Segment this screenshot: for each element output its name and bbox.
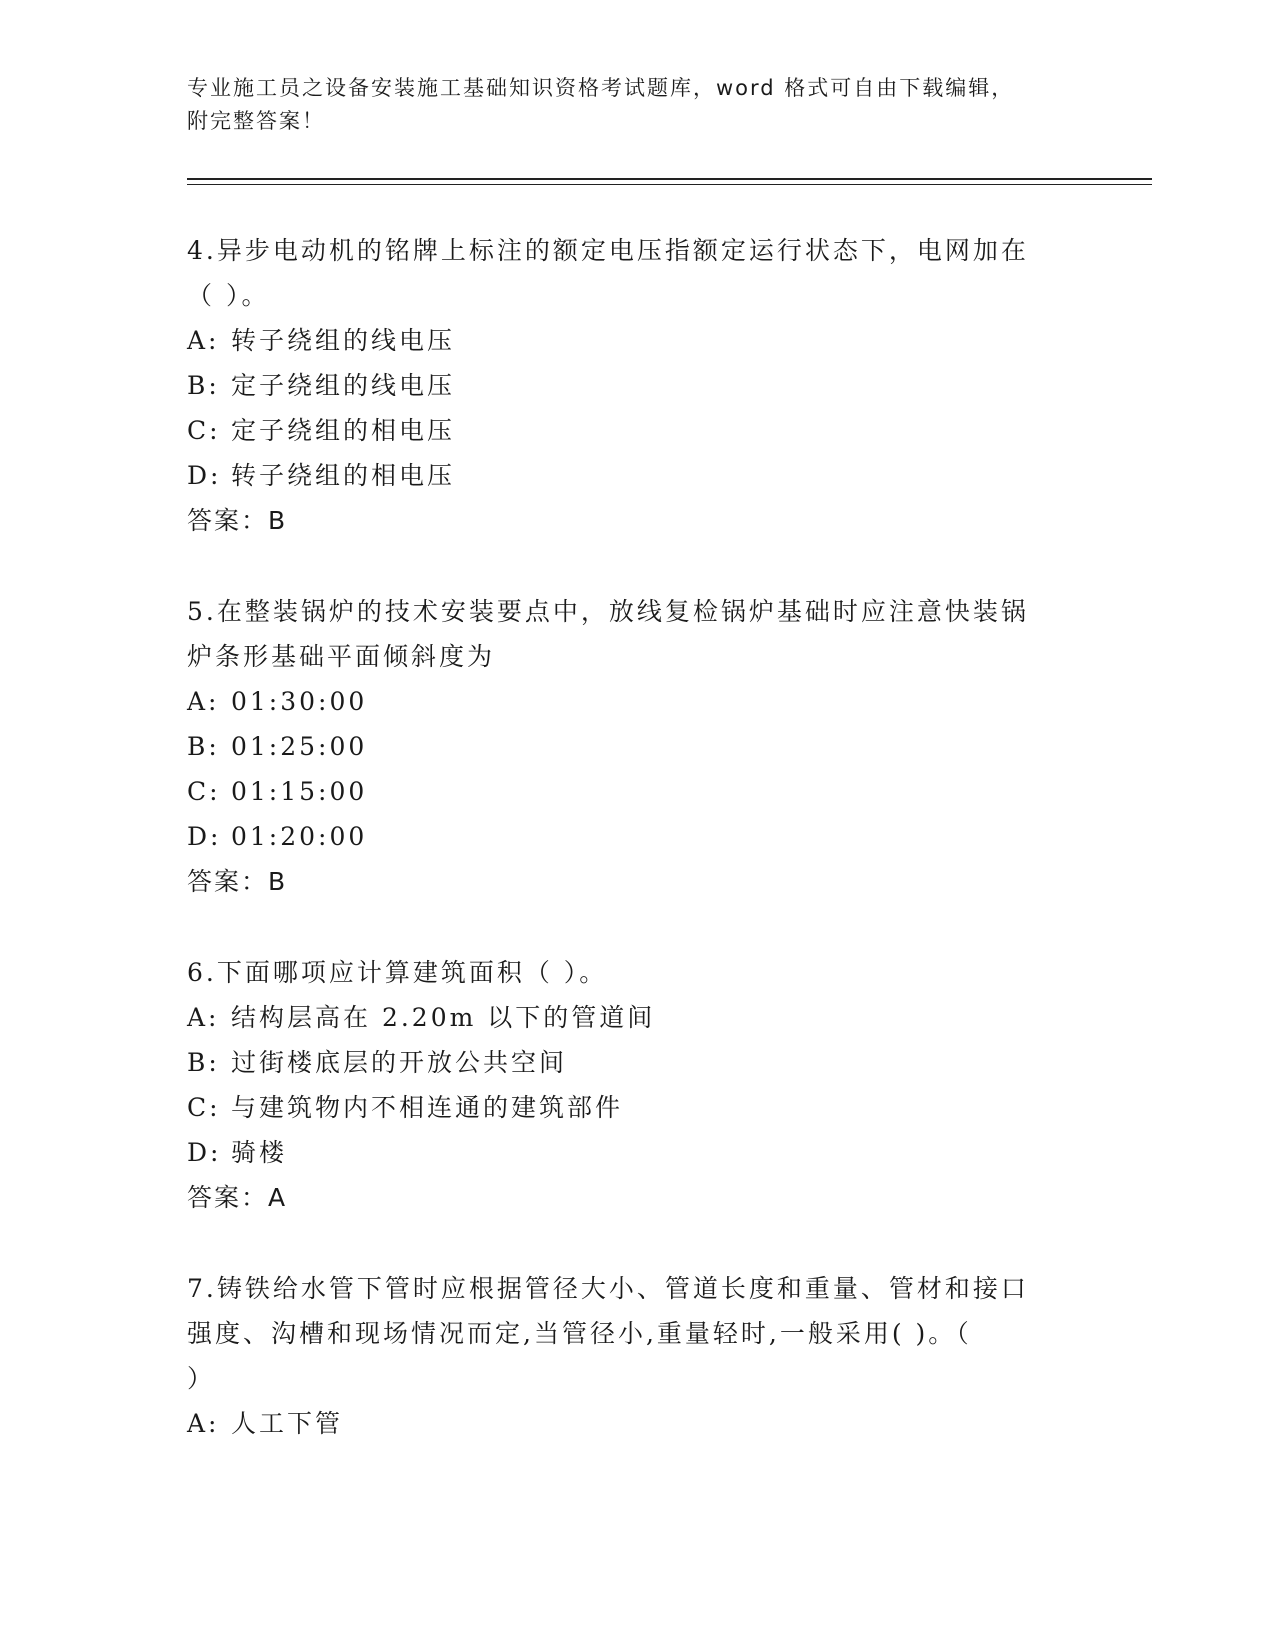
option-b	[187, 724, 1087, 769]
answer: 答案：A	[187, 1183, 288, 1212]
question-text: 4.异步电动机的铭牌上标注的额定电压指额定运行状态下，电网加在	[187, 236, 1029, 265]
option-text: 定子绕组的线电压	[231, 371, 456, 400]
question-text: 5.在整装锅炉的技术安装要点中，放线复检锅炉基础时应注意快装锅	[187, 597, 1029, 626]
header-divider-thin	[187, 184, 1152, 185]
option-text: 定子绕组的相电压	[231, 416, 456, 445]
question-text: 强度、沟槽和现场情况而定,当管径小,重量轻时,一般采用( )。（	[187, 1319, 972, 1348]
document-header	[187, 72, 1067, 138]
question-text: （ ）。	[187, 281, 270, 310]
header-divider-thick	[187, 178, 1152, 180]
option-a	[187, 1401, 1087, 1446]
option-a	[187, 318, 1087, 363]
option-label: A:	[187, 687, 220, 716]
question-6	[187, 950, 1087, 1220]
option-label: D:	[187, 1138, 222, 1167]
option-text: 与建筑物内不相连通的建筑部件	[231, 1093, 624, 1122]
option-label: A:	[187, 1409, 220, 1438]
option-a	[187, 995, 1087, 1040]
option-text: 01:20:00	[231, 822, 368, 851]
option-label: B:	[187, 732, 220, 761]
question-text: 6.下面哪项应计算建筑面积（ ）。	[187, 958, 608, 987]
option-label: C:	[187, 777, 221, 806]
option-label: A:	[187, 326, 220, 355]
option-text: 01:30:00	[231, 687, 368, 716]
option-c	[187, 1085, 1087, 1130]
option-d	[187, 1130, 1087, 1175]
option-a	[187, 679, 1087, 724]
option-text: 人工下管	[231, 1409, 344, 1438]
option-label: C:	[187, 1093, 221, 1122]
question-text: 炉条形基础平面倾斜度为	[187, 642, 496, 671]
option-c	[187, 408, 1087, 453]
question-text: ）	[187, 1364, 216, 1393]
header-line-2: 附完整答案！	[187, 109, 325, 133]
option-label: C:	[187, 416, 221, 445]
option-text: 01:15:00	[231, 777, 368, 806]
option-text: 结构层高在 2.20m 以下的管道间	[231, 1003, 656, 1032]
option-label: D:	[187, 461, 222, 490]
option-label: B:	[187, 371, 220, 400]
option-c	[187, 769, 1087, 814]
option-b	[187, 363, 1087, 408]
option-text: 01:25:00	[231, 732, 368, 761]
question-5	[187, 589, 1087, 904]
question-4	[187, 228, 1087, 543]
option-d	[187, 814, 1087, 859]
option-label: B:	[187, 1048, 220, 1077]
question-list	[187, 228, 1087, 1492]
question-7	[187, 1266, 1087, 1446]
option-text: 骑楼	[231, 1138, 288, 1167]
option-text: 转子绕组的线电压	[231, 326, 456, 355]
option-d	[187, 453, 1087, 498]
question-text: 7.铸铁给水管下管时应根据管径大小、管道长度和重量、管材和接口	[187, 1274, 1029, 1303]
option-label: A:	[187, 1003, 220, 1032]
answer: 答案：B	[187, 506, 288, 535]
option-label: D:	[187, 822, 222, 851]
answer: 答案：B	[187, 867, 288, 896]
option-b	[187, 1040, 1087, 1085]
header-line-1: 专业施工员之设备安装施工基础知识资格考试题库，word 格式可自由下载编辑，	[187, 76, 1015, 100]
option-text: 过街楼底层的开放公共空间	[231, 1048, 568, 1077]
option-text: 转子绕组的相电压	[231, 461, 456, 490]
